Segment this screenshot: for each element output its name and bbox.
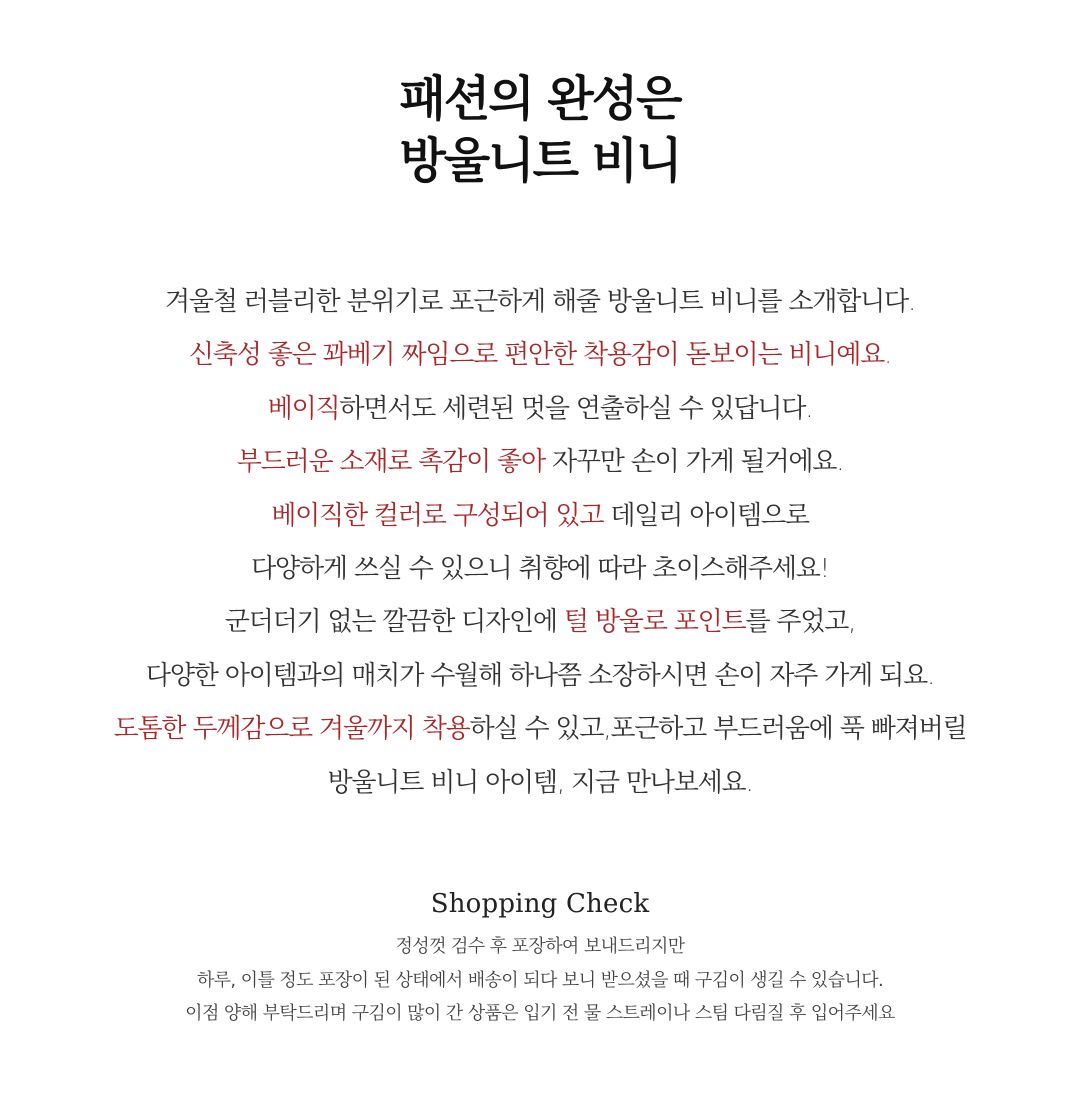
body-text: 다양하게 쓰실 수 있으니 취향에 따라 초이스해주세요! xyxy=(251,554,829,585)
highlighted-text: 부드러운 소재로 촉감이 좋아 xyxy=(236,447,545,478)
body-text: 군더더기 없는 깔끔한 디자인에 xyxy=(224,607,564,638)
body-line xyxy=(0,329,1080,382)
body-text: 를 주었고, xyxy=(745,607,856,638)
highlighted-text: 신축성 좋은 꽈베기 짜임으로 편안한 착용감이 돋보이는 비니예요. xyxy=(188,340,892,371)
body-text: 방울니트 비니 아이템, 지금 만나보세요. xyxy=(327,767,753,798)
body-line xyxy=(0,383,1080,436)
description-body xyxy=(0,276,1080,810)
body-line xyxy=(0,596,1080,649)
shopping-check-section xyxy=(0,886,1080,1031)
body-line xyxy=(0,703,1080,756)
shopping-check-line: 정성껏 검수 후 포장하여 보내드리지만 xyxy=(395,936,685,957)
shopping-check-title: Shopping Check xyxy=(430,889,650,919)
body-text: 다양한 아이템과의 매치가 수월해 하나쯤 소장하시면 손이 자주 가게 되요. xyxy=(145,660,935,691)
highlighted-text: 베이직 xyxy=(267,393,340,424)
shopping-check-notes xyxy=(0,930,1080,1031)
body-text: 하실 수 있고,포근하고 부드러움에 푹 빠져버릴 xyxy=(469,714,967,745)
body-text: 자꾸만 손이 가게 될거에요. xyxy=(544,447,844,478)
body-line xyxy=(0,543,1080,596)
highlighted-text: 베이직한 컬러로 구성되어 있고 xyxy=(271,500,604,531)
body-line xyxy=(0,650,1080,703)
body-line xyxy=(0,436,1080,489)
body-line xyxy=(0,490,1080,543)
body-text: 데일리 아이템으로 xyxy=(603,500,809,531)
body-line xyxy=(0,276,1080,329)
headline xyxy=(0,68,1080,192)
headline-line-2: 방울니트 비니 xyxy=(399,133,681,189)
headline-line-1: 패션의 완성은 xyxy=(399,71,681,127)
shopping-check-line: 하루, 이틀 정도 포장이 된 상태에서 배송이 되다 보니 받으셨을 때 구김이 생길 수 있습니다. xyxy=(196,969,884,991)
shopping-check-line: 이점 양해 부탁드리며 구김이 많이 간 상품은 입기 전 물 스트레이나 스팀 다림질 후 입어주세요 xyxy=(185,1003,895,1024)
highlighted-text: 털 방울로 포인트 xyxy=(563,607,746,638)
body-text: 하면서도 세련된 멋을 연출하실 수 있답니다. xyxy=(339,393,813,424)
highlighted-text: 도톰한 두께감으로 겨울까지 착용 xyxy=(113,714,470,745)
body-text: 겨울철 러블리한 분위기로 포근하게 해줄 방울니트 비니를 소개합니다. xyxy=(164,287,916,317)
body-line xyxy=(0,757,1080,810)
